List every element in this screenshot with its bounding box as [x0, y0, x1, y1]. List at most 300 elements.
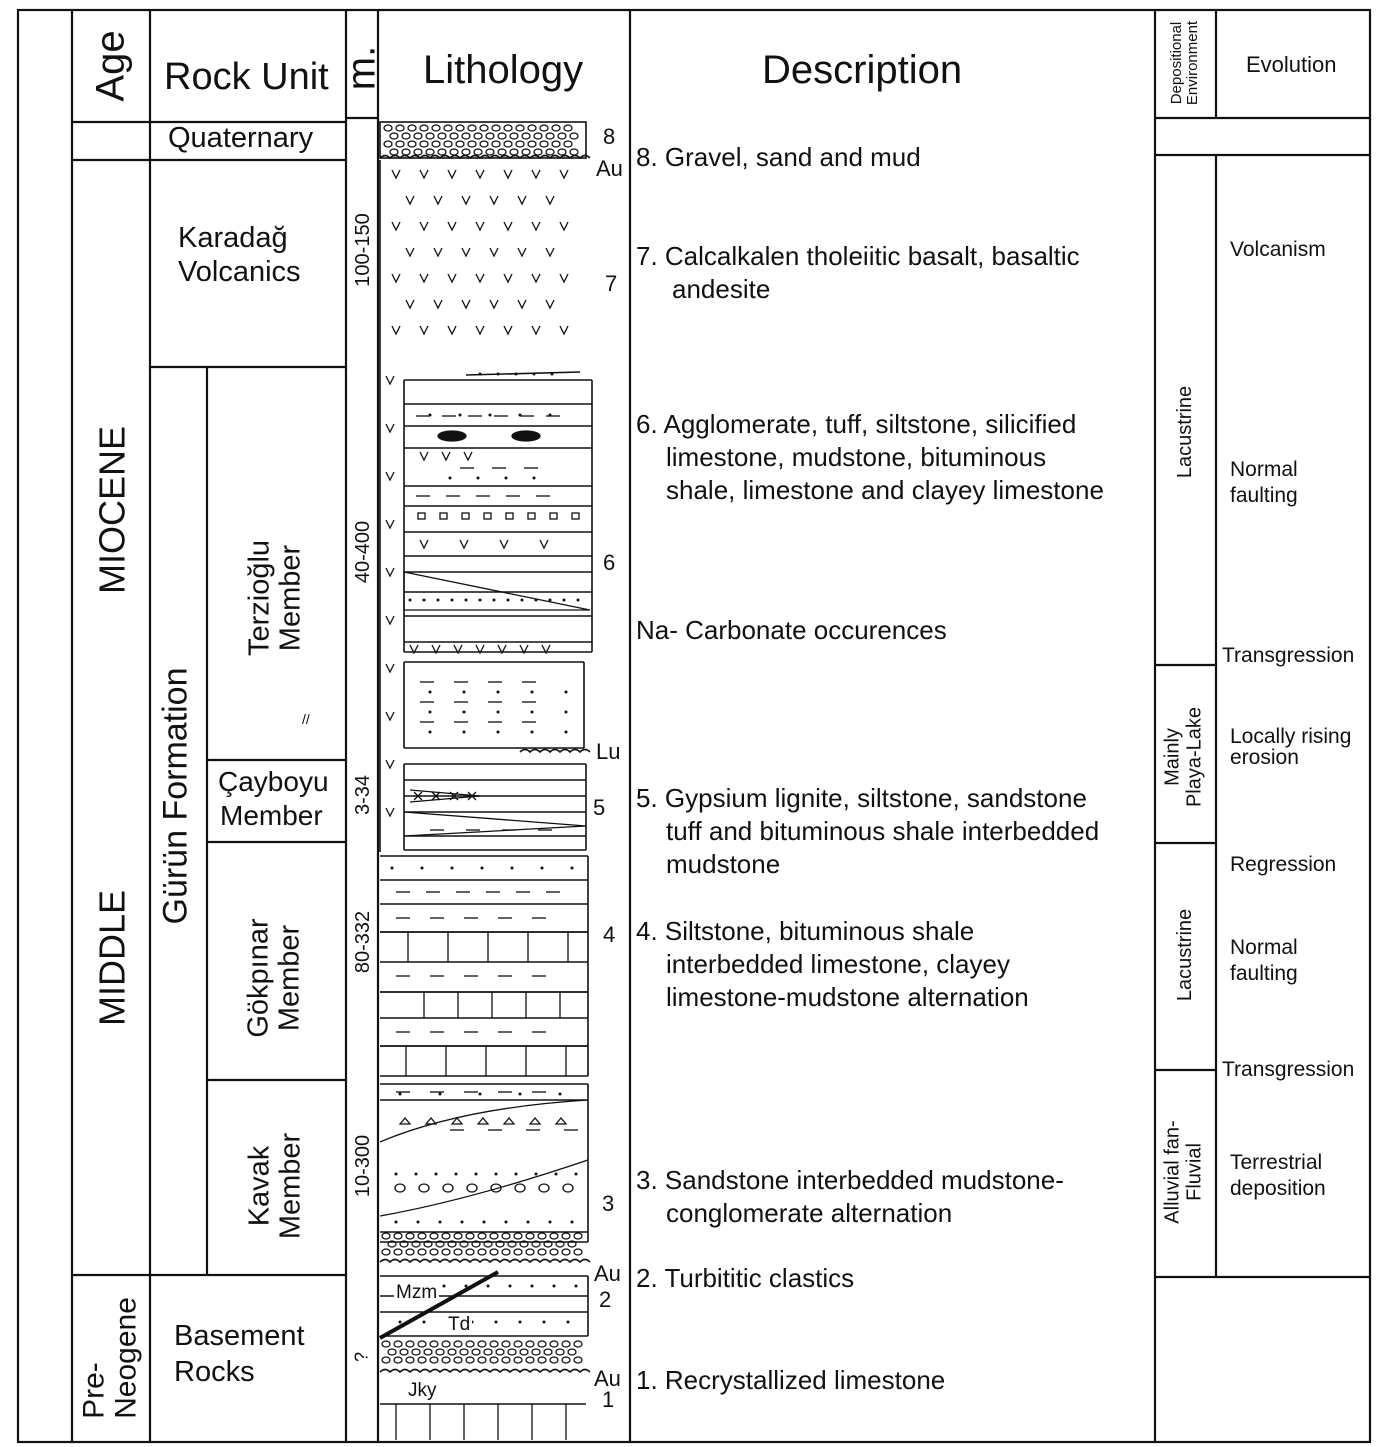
- volcanic-v-mark: [560, 222, 568, 230]
- gravel-clast: [574, 1357, 582, 1363]
- gravel-clast: [510, 149, 518, 155]
- sand-dot: [429, 414, 432, 417]
- sand-dot: [395, 1173, 398, 1176]
- volcanic-v-mark: [386, 520, 394, 528]
- sand-dot: [497, 731, 500, 734]
- header-depenv-line2: Environment: [1184, 20, 1201, 106]
- gravel-clast: [526, 1249, 534, 1255]
- gravel-clast: [544, 1349, 552, 1355]
- evo-normal-faulting-lower-line1: Normal: [1230, 936, 1298, 959]
- header-lithology: Lithology: [423, 48, 584, 92]
- volcanic-v-mark: [560, 170, 568, 178]
- volcanic-v-mark: [420, 326, 428, 334]
- gravel-clast: [534, 149, 542, 155]
- sand-dot: [449, 477, 452, 480]
- sand-dot: [481, 867, 484, 870]
- gravel-clast: [502, 1233, 510, 1239]
- gravel-clast: [510, 133, 518, 139]
- volcanic-v-mark: [504, 170, 512, 178]
- gravel-clast: [430, 1233, 438, 1239]
- gravel-clast: [466, 1341, 474, 1347]
- gravel-clast: [406, 1341, 414, 1347]
- volcanic-v-mark: [476, 274, 484, 282]
- volcanic-v-mark: [386, 472, 394, 480]
- gravel-clast: [462, 149, 470, 155]
- gravel-clast: [480, 125, 488, 131]
- gravel-clast: [564, 141, 572, 147]
- header-description: Description: [762, 48, 963, 92]
- volcanic-v-mark: [420, 274, 428, 282]
- sand-dot: [399, 1321, 402, 1324]
- unit-basement-line1: Basement: [174, 1320, 305, 1352]
- sand-dot: [495, 1173, 498, 1176]
- gravel-clast: [394, 1233, 402, 1239]
- sand-dot: [463, 711, 466, 714]
- volcanic-v-mark: [518, 196, 526, 204]
- unit-gokpinar: [244, 918, 307, 1037]
- gravel-clast: [538, 1249, 546, 1255]
- gravel-clast: [480, 141, 488, 147]
- sand-dot: [459, 414, 462, 417]
- sand-dot: [475, 1173, 478, 1176]
- gravel-clast: [474, 149, 482, 155]
- gravel-clast: [516, 141, 524, 147]
- lith-label-jky: Jky: [408, 1380, 437, 1401]
- sand-dot: [477, 477, 480, 480]
- thickness-karadag: 100-150: [352, 213, 375, 287]
- conglomerate-clast: [563, 1184, 573, 1192]
- gravel-clast: [534, 133, 542, 139]
- evo-transgression-lower: Transgression: [1222, 1058, 1355, 1081]
- gravel-clast: [546, 149, 554, 155]
- sand-dot: [519, 1093, 522, 1096]
- gravel-clast: [450, 149, 458, 155]
- gravel-clast: [490, 1357, 498, 1363]
- volcanic-v-mark: [386, 712, 394, 720]
- desc-4-line1: 4. Siltstone, bituminous shale: [636, 916, 975, 946]
- sand-dot: [417, 1221, 420, 1224]
- desc-4-line2: interbedded limestone, clayey: [666, 949, 1010, 979]
- gravel-clast: [432, 125, 440, 131]
- conglomerate-clast: [395, 1184, 405, 1192]
- depenv-playa-lake: [1162, 707, 1205, 807]
- desc-4-line3: limestone-mudstone alternation: [666, 982, 1029, 1012]
- gravel-clast: [466, 1249, 474, 1255]
- conglomerate-clast: [539, 1184, 549, 1192]
- gravel-clast: [502, 1341, 510, 1347]
- thickness-gokpinar: 80-332: [352, 910, 375, 974]
- volcanic-v-mark: [386, 568, 394, 576]
- lith-label-mzm: Mzm: [396, 1282, 438, 1303]
- volcanic-v-mark: [476, 170, 484, 178]
- gravel-clast: [552, 141, 560, 147]
- gravel-clast: [382, 1233, 390, 1239]
- gravel-clast: [516, 125, 524, 131]
- sand-dot: [463, 731, 466, 734]
- gravel-clast: [394, 1357, 402, 1363]
- lithology-layers: [380, 122, 592, 1404]
- unconformity-line: [380, 1370, 590, 1373]
- volcanic-v-mark: [546, 196, 554, 204]
- sand-dot: [479, 373, 482, 376]
- sand-dot: [567, 1321, 570, 1324]
- gravel-clast: [412, 1349, 420, 1355]
- gravel-clast: [574, 1233, 582, 1239]
- header-evolution: Evolution: [1246, 52, 1337, 77]
- gravel-clast: [466, 1233, 474, 1239]
- sand-dot: [551, 373, 554, 376]
- gravel-clast: [460, 1349, 468, 1355]
- gravel-clast: [478, 1249, 486, 1255]
- sand-dot: [541, 867, 544, 870]
- lith-label-td: Td: [448, 1314, 471, 1335]
- volcanic-v-mark: [434, 248, 442, 256]
- gravel-clast: [468, 125, 476, 131]
- volcanic-v-mark: [448, 274, 456, 282]
- unit-terzioglu-line1: Terzioğlu: [243, 539, 276, 657]
- desc-8: 8. Gravel, sand and mud: [636, 142, 921, 172]
- gravel-clast: [478, 1357, 486, 1363]
- agglomerate-clast: [572, 513, 579, 519]
- gravel-clast: [562, 1357, 570, 1363]
- gravel-clast: [396, 125, 404, 131]
- volcanic-v-mark: [532, 222, 540, 230]
- volcanic-v-mark: [518, 248, 526, 256]
- sand-dot: [565, 691, 568, 694]
- gravel-clast: [454, 1357, 462, 1363]
- gravel-clast: [442, 1249, 450, 1255]
- gravel-clast: [438, 133, 446, 139]
- gravel-clast: [538, 1341, 546, 1347]
- volcanic-v-mark: [406, 248, 414, 256]
- evo-normal-faulting-upper-line2: faulting: [1230, 484, 1298, 507]
- sand-dot: [479, 1093, 482, 1096]
- gravel-clast: [514, 1357, 522, 1363]
- sand-dot: [515, 1173, 518, 1176]
- volcanic-v-mark: [442, 452, 450, 460]
- gravel-clast: [550, 1341, 558, 1347]
- volcanic-v-mark: [518, 300, 526, 308]
- volcanic-v-mark: [532, 170, 540, 178]
- sand-dot: [509, 1285, 512, 1288]
- sand-dot: [429, 691, 432, 694]
- unit-number-5: 5: [593, 795, 606, 820]
- contact-au-top: Au: [596, 156, 623, 181]
- volcanic-v-mark: [420, 170, 428, 178]
- unit-quaternary: Quaternary: [168, 122, 314, 154]
- age-middle: MIDDLE: [91, 889, 133, 1027]
- sand-dot: [479, 599, 482, 602]
- sand-dot: [455, 1173, 458, 1176]
- gravel-clast: [526, 1233, 534, 1239]
- gravel-clast: [472, 1349, 480, 1355]
- sand-dot: [515, 373, 518, 376]
- sand-dot: [575, 1173, 578, 1176]
- sand-dot: [439, 1093, 442, 1096]
- desc-6-line3: shale, limestone and clayey limestone: [666, 475, 1104, 505]
- evo-locally-rising-line2: erosion: [1230, 746, 1299, 769]
- gravel-clast: [498, 133, 506, 139]
- unit-number-3: 3: [602, 1191, 615, 1216]
- thickness-cayboyu: 3-34: [352, 774, 375, 816]
- gravel-clast: [564, 125, 572, 131]
- evo-normal-faulting-upper-line1: Normal: [1230, 458, 1298, 481]
- gravel-clast: [486, 133, 494, 139]
- conglomerate-clast: [504, 1118, 514, 1124]
- conglomerate-clast: [400, 1118, 410, 1124]
- age-miocene: MIOCENE: [91, 425, 133, 595]
- sand-dot: [571, 1221, 574, 1224]
- desc-7-line1: 7. Calcalkalen tholeiitic basalt, basaltic: [636, 241, 1080, 271]
- desc-3-line1: 3. Sandstone interbedded mudstone-: [636, 1165, 1064, 1195]
- gravel-clast: [394, 1341, 402, 1347]
- volcanic-v-mark: [420, 452, 428, 460]
- sand-dot: [461, 1221, 464, 1224]
- volcanic-v-mark: [386, 424, 394, 432]
- sand-dot: [399, 1093, 402, 1096]
- desc-3-line2: conglomerate alternation: [666, 1198, 953, 1228]
- sand-dot: [497, 691, 500, 694]
- gravel-clast: [490, 1233, 498, 1239]
- gravel-clast: [492, 125, 500, 131]
- sand-dot: [463, 691, 466, 694]
- volcanic-v-mark: [386, 664, 394, 672]
- evo-terrestrial-line2: deposition: [1230, 1177, 1326, 1200]
- header-thickness: m.: [339, 45, 384, 91]
- sand-dot: [549, 599, 552, 602]
- sand-dot: [533, 477, 536, 480]
- sand-dot: [549, 1221, 552, 1224]
- age-pre-neogene-line1: Pre-: [77, 1362, 111, 1419]
- agglomerate-clast: [462, 513, 469, 519]
- unit-number-6: 6: [603, 550, 616, 575]
- gravel-clast: [406, 1357, 414, 1363]
- header-age: Age: [88, 30, 133, 102]
- gravel-clast: [538, 1233, 546, 1239]
- bed-quaternary: [380, 122, 586, 158]
- conglomerate-clast: [467, 1184, 477, 1192]
- thickness-terzioglu: 40-400: [352, 520, 375, 584]
- agglomerate-clast: [506, 513, 513, 519]
- volcanic-v-mark: [560, 274, 568, 282]
- channel-base: [380, 1160, 588, 1216]
- sand-dot: [531, 731, 534, 734]
- desc-5-line1: 5. Gypsium lignite, siltstone, sandstone: [636, 783, 1087, 813]
- gravel-clast: [406, 1233, 414, 1239]
- volcanic-v-mark: [476, 326, 484, 334]
- evo-transgression-upper: Transgression: [1222, 644, 1355, 667]
- desc-6-line2: limestone, mudstone, bituminous: [666, 442, 1047, 472]
- unit-number-1: 1: [602, 1387, 615, 1412]
- gravel-clast: [558, 149, 566, 155]
- agglomerate-clast: [440, 513, 447, 519]
- sand-dot: [543, 1321, 546, 1324]
- gravel-clast: [556, 1349, 564, 1355]
- volcanic-v-mark: [420, 222, 428, 230]
- chert-nodule: [438, 431, 466, 441]
- agglomerate-clast: [528, 513, 535, 519]
- unit-cayboyu-line2: Member: [220, 800, 323, 831]
- gravel-clast: [426, 133, 434, 139]
- gravel-clast: [390, 149, 398, 155]
- evo-regression: Regression: [1230, 853, 1337, 876]
- volcanic-v-mark: [462, 300, 470, 308]
- volcanic-v-mark: [490, 196, 498, 204]
- sand-dot: [555, 1173, 558, 1176]
- volcanic-v-mark: [392, 222, 400, 230]
- gravel-clast: [474, 133, 482, 139]
- gravel-clast: [522, 149, 530, 155]
- gravel-clast: [514, 1233, 522, 1239]
- sand-dot: [527, 1221, 530, 1224]
- desc-7-line2: andesite: [672, 274, 771, 304]
- unit-gokpinar-line2: Member: [274, 924, 306, 1032]
- sand-dot: [451, 599, 454, 602]
- wedge-bed: [404, 812, 586, 836]
- conglomerate-clast: [443, 1184, 453, 1192]
- gravel-clast: [528, 141, 536, 147]
- gravel-clast: [402, 149, 410, 155]
- gravel-clast: [414, 133, 422, 139]
- gravel-clast: [550, 1249, 558, 1255]
- wedge-bed: [404, 572, 590, 610]
- sand-dot: [575, 1285, 578, 1288]
- gravel-clast: [418, 1249, 426, 1255]
- volcanic-v-mark: [476, 222, 484, 230]
- contact-au-bottom: Au: [594, 1366, 621, 1391]
- gravel-clast: [562, 1249, 570, 1255]
- gravel-clast: [424, 1349, 432, 1355]
- gravel-clast: [562, 1341, 570, 1347]
- gravel-clast: [540, 125, 548, 131]
- volcanic-v-mark: [462, 196, 470, 204]
- gravel-clast: [388, 1349, 396, 1355]
- unit-number-4: 4: [603, 922, 616, 947]
- gravel-clast: [570, 149, 578, 155]
- gravel-clast: [574, 1341, 582, 1347]
- gravel-clast: [520, 1349, 528, 1355]
- unit-number-8: 8: [603, 124, 616, 149]
- gravel-clast: [490, 1341, 498, 1347]
- gravel-clast: [430, 1341, 438, 1347]
- volcanic-v-mark: [504, 222, 512, 230]
- sand-dot: [553, 1285, 556, 1288]
- header-depenv-line1: Depositional: [1167, 21, 1185, 105]
- gravel-clast: [504, 141, 512, 147]
- volcanic-v-mark: [448, 222, 456, 230]
- volcanic-v-mark: [532, 274, 540, 282]
- unit-gokpinar-line1: Gökpınar: [242, 918, 275, 1038]
- gravel-clast: [490, 1249, 498, 1255]
- gravel-clast: [406, 1249, 414, 1255]
- gravel-clast: [432, 141, 440, 147]
- sand-dot: [565, 731, 568, 734]
- volcanic-v-mark: [532, 326, 540, 334]
- volcanic-v-mark: [448, 170, 456, 178]
- sand-dot: [519, 414, 522, 417]
- volcanic-v-mark: [434, 196, 442, 204]
- sand-dot: [507, 599, 510, 602]
- gravel-clast: [552, 125, 560, 131]
- gravel-clast: [420, 141, 428, 147]
- unit-number-7: 7: [605, 271, 618, 296]
- bed-boundary: [466, 372, 580, 375]
- unit-basement-line2: Rocks: [174, 1356, 255, 1388]
- gravel-clast: [444, 125, 452, 131]
- gravel-clast: [454, 1249, 462, 1255]
- sand-dot: [421, 867, 424, 870]
- sand-dot: [409, 599, 412, 602]
- gravel-clast: [408, 125, 416, 131]
- volcanic-v-mark: [406, 196, 414, 204]
- unit-terzioglu-line2: Member: [275, 544, 307, 652]
- gravel-clast: [462, 133, 470, 139]
- sand-dot: [531, 711, 534, 714]
- gravel-clast: [478, 1341, 486, 1347]
- gravel-clast: [418, 1233, 426, 1239]
- conglomerate-clast: [515, 1184, 525, 1192]
- volcanic-v-mark: [504, 274, 512, 282]
- agglomerate-clast: [550, 513, 557, 519]
- gravel-clast: [396, 141, 404, 147]
- volcanic-v-mark: [504, 326, 512, 334]
- depenv-playa-line1: Mainly: [1161, 728, 1184, 786]
- volcanic-v-mark: [460, 540, 468, 548]
- evo-locally-rising-line1: Locally rising: [1230, 725, 1352, 748]
- desc-5-line2: tuff and bituminous shale interbedded: [666, 816, 1100, 846]
- gravel-clast: [456, 141, 464, 147]
- header-depositional-environment: [1169, 21, 1201, 105]
- sand-dot: [391, 867, 394, 870]
- contact-lu: Lu: [596, 739, 621, 764]
- gravel-clast: [414, 149, 422, 155]
- sand-dot: [519, 1321, 522, 1324]
- gravel-clast: [538, 1357, 546, 1363]
- gravel-clast: [418, 1357, 426, 1363]
- sand-dot: [423, 1321, 426, 1324]
- volcanic-v-mark: [490, 300, 498, 308]
- evo-terrestrial-line1: Terrestrial: [1230, 1151, 1323, 1174]
- desc-1: 1. Recrystallized limestone: [636, 1365, 946, 1395]
- gravel-clast: [486, 149, 494, 155]
- gravel-clast: [384, 125, 392, 131]
- conglomerate-clast: [556, 1118, 566, 1124]
- gravel-clast: [442, 1233, 450, 1239]
- gravel-clast: [478, 1233, 486, 1239]
- unit-cayboyu-line1: Çayboyu: [218, 766, 329, 797]
- conglomerate-clast: [419, 1184, 429, 1192]
- depenv-lacustrine-upper: Lacustrine: [1174, 385, 1197, 479]
- gravel-clast: [442, 1341, 450, 1347]
- volcanic-v-mark: [464, 452, 472, 460]
- sand-dot: [489, 414, 492, 417]
- age-pre-neogene-line2: Neogene: [110, 1297, 143, 1419]
- volcanic-v-mark: [560, 326, 568, 334]
- gravel-clast: [502, 1357, 510, 1363]
- sand-dot: [451, 867, 454, 870]
- gravel-clast: [442, 1357, 450, 1363]
- gravel-clast: [456, 125, 464, 131]
- evo-normal-faulting-lower-line2: faulting: [1230, 962, 1298, 985]
- conglomerate-clast: [478, 1118, 488, 1124]
- gravel-clast: [508, 1349, 516, 1355]
- thickness-kavak: 10-300: [352, 1134, 375, 1198]
- gravel-clast: [514, 1341, 522, 1347]
- conglomerate-clast: [426, 1118, 436, 1124]
- volcanic-v-mark: [392, 326, 400, 334]
- gravel-clast: [420, 125, 428, 131]
- gravel-clast: [438, 149, 446, 155]
